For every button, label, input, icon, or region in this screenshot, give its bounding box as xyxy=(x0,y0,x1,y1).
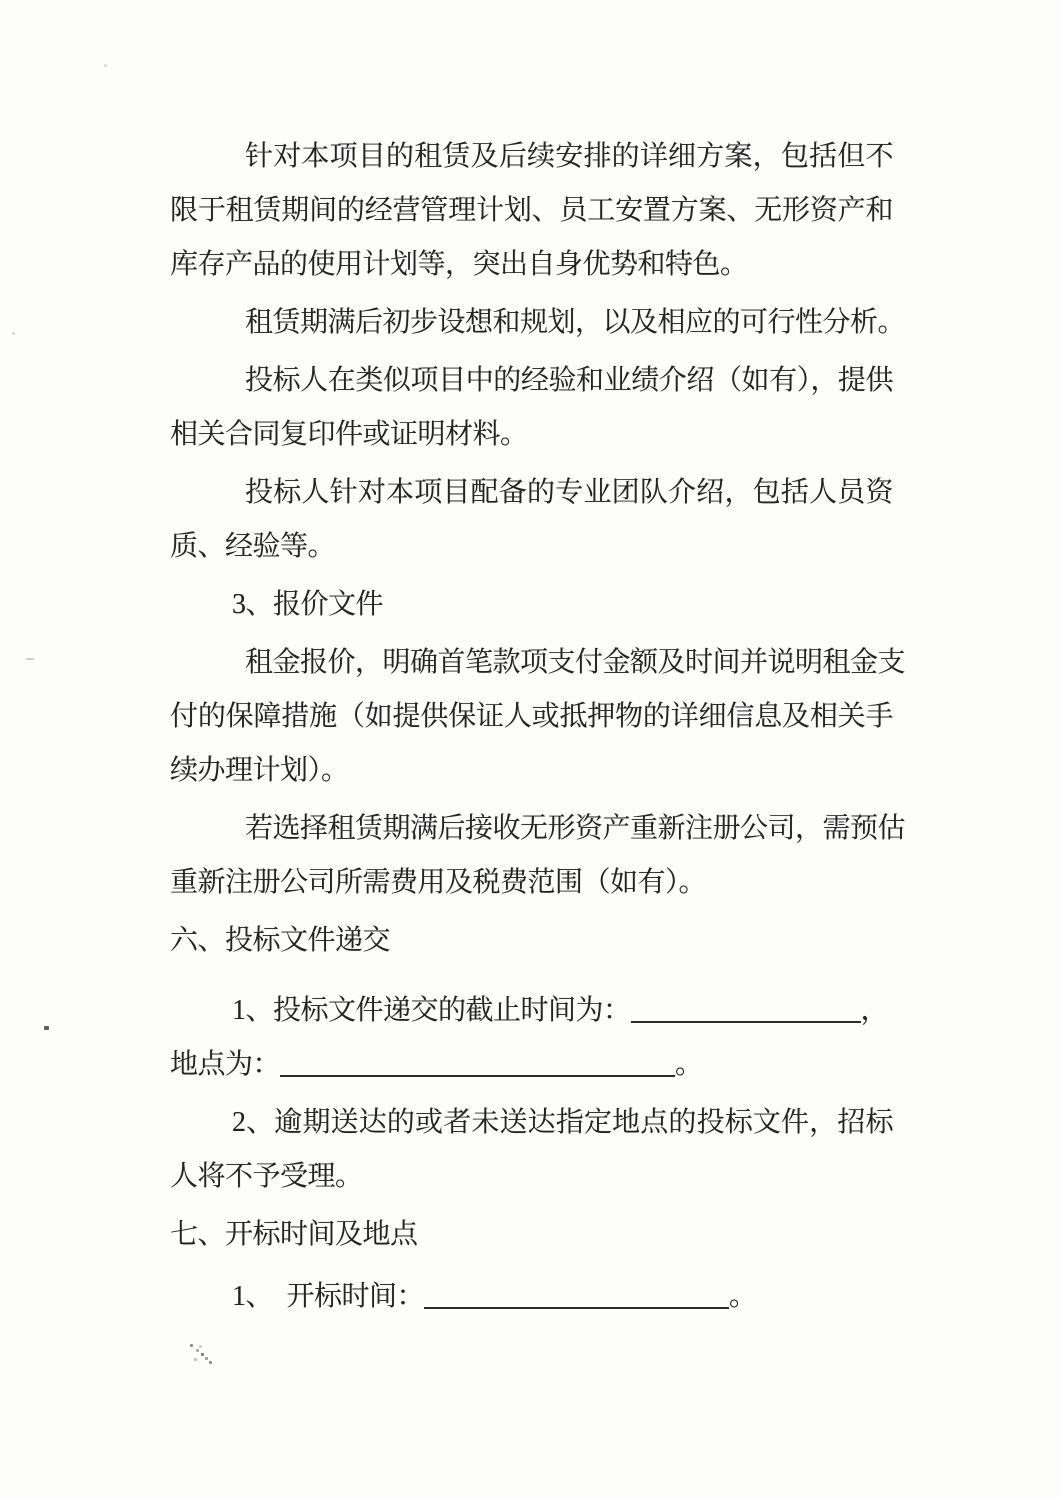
text-line xyxy=(170,1270,893,1324)
text-line xyxy=(170,856,893,910)
paragraph xyxy=(170,636,906,798)
text-run: 投标人在类似项目中的经验和业绩介绍（如有），提供 xyxy=(245,365,893,396)
text-run: 限于租赁期间的经营管理计划、员工安置方案、无形资产和 xyxy=(170,195,893,226)
text-line xyxy=(170,690,893,744)
text-line xyxy=(170,184,893,238)
text-run: 人将不予受理。 xyxy=(170,1161,363,1192)
fill-in-blank xyxy=(631,1021,861,1023)
text-run: ， xyxy=(860,995,889,1026)
text-run: 库存产品的使用计划等，突出自身优势和特色。 xyxy=(170,249,748,280)
text-line xyxy=(170,984,893,1038)
text-line xyxy=(170,130,893,184)
text-line xyxy=(170,802,906,856)
section-heading xyxy=(170,578,893,632)
text-run: 投标人针对本项目配备的专业团队介绍，包括人员资 xyxy=(245,477,893,508)
fill-in-blank xyxy=(280,1075,675,1077)
text-run: 3、报价文件 xyxy=(232,589,384,620)
paragraph xyxy=(170,802,906,910)
text-run: 质、经验等。 xyxy=(170,531,336,562)
text-run: 重新注册公司所需费用及税费范围（如有）。 xyxy=(170,867,707,898)
text-line xyxy=(170,354,893,408)
text-line xyxy=(170,636,906,690)
text-run: 针对本项目的租赁及后续安排的详细方案，包括但不 xyxy=(245,141,893,172)
paragraph xyxy=(170,1270,893,1324)
scan-speckle xyxy=(104,64,107,67)
section-heading xyxy=(170,914,893,968)
paragraph xyxy=(170,984,893,1092)
section-heading xyxy=(170,1208,893,1262)
paragraph xyxy=(170,1096,893,1204)
text-run: 相关合同复印件或证明材料。 xyxy=(170,419,528,450)
text-line xyxy=(170,408,893,462)
text-run: 。 xyxy=(729,1281,757,1312)
heading-line xyxy=(170,914,893,968)
paragraph xyxy=(170,354,893,462)
text-line xyxy=(170,520,893,574)
text-line xyxy=(170,1038,893,1092)
text-run: 租金报价，明确首笔款项支付金额及时间并说明租金支 xyxy=(245,647,906,678)
text-run: 六、投标文件递交 xyxy=(170,925,391,956)
text-run: 续办理计划）。 xyxy=(170,755,349,786)
text-line xyxy=(170,238,893,292)
text-run: 七、开标时间及地点 xyxy=(170,1219,418,1250)
text-run: 若选择租赁期满后接收无形资产重新注册公司，需预估 xyxy=(245,813,906,844)
text-run: 1、 开标时间： xyxy=(232,1281,425,1312)
fill-in-blank xyxy=(424,1307,729,1309)
paragraph xyxy=(170,296,906,350)
heading-line xyxy=(170,1208,893,1262)
scan-speckle xyxy=(190,1344,193,1347)
text-line xyxy=(170,1096,893,1150)
text-run: 1、投标文件递交的截止时间为： xyxy=(232,995,631,1026)
text-run: 2、逾期送达的或者未送达指定地点的投标文件，招标 xyxy=(232,1107,893,1138)
text-line xyxy=(170,744,893,798)
text-run: 租赁期满后初步设想和规划，以及相应的可行性分析。 xyxy=(245,307,906,338)
scan-speckle xyxy=(26,658,34,660)
text-run: 。 xyxy=(675,1049,703,1080)
paragraph xyxy=(170,466,893,574)
heading-line xyxy=(170,578,893,632)
paragraph xyxy=(170,130,893,292)
text-line xyxy=(170,296,906,350)
text-line xyxy=(170,466,893,520)
document-body xyxy=(170,130,906,1328)
text-run: 付的保障措施（如提供保证人或抵押物的详细信息及相关手 xyxy=(170,701,893,732)
text-run: 地点为： xyxy=(170,1049,281,1080)
text-line xyxy=(170,1150,893,1204)
scan-speckle xyxy=(12,332,15,335)
scan-speckle xyxy=(44,1026,49,1030)
